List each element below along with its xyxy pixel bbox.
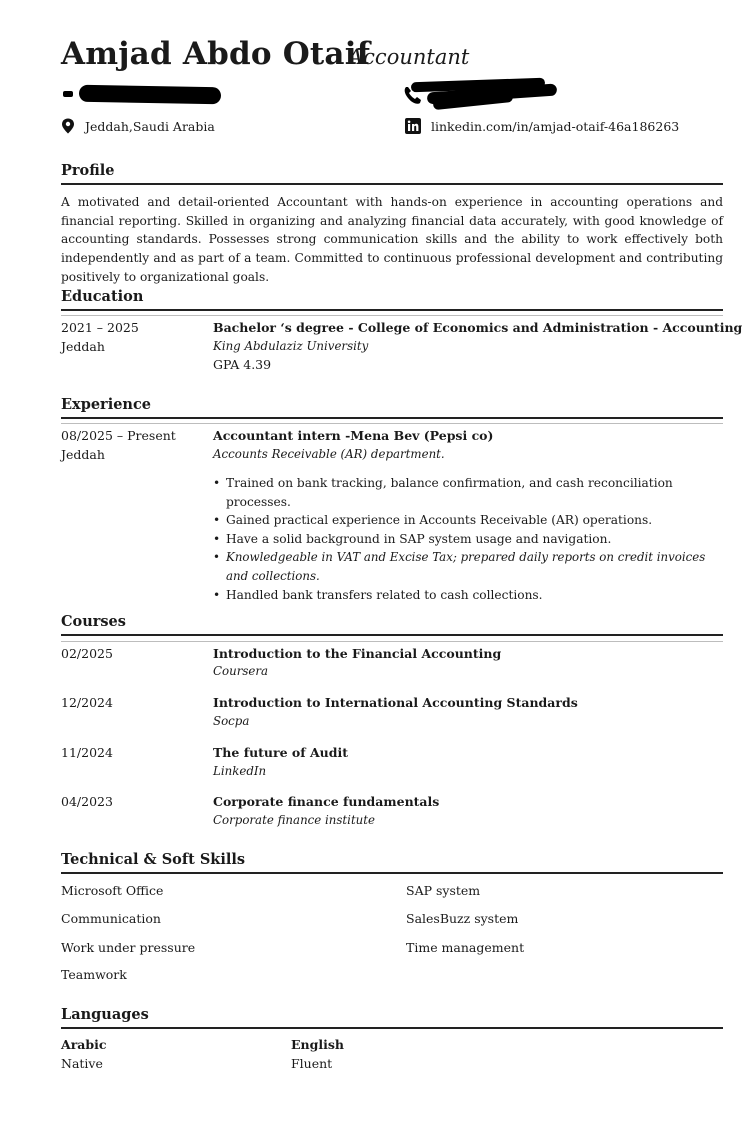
list-item: • Handled bank transfers related to cash collections.	[213, 586, 713, 605]
course-provider: Corporate finance institute	[213, 813, 375, 827]
skill-item: Teamwork	[61, 967, 127, 982]
course-title: Introduction to the Financial Accounting	[213, 646, 502, 661]
list-item: • Have a solid background in SAP system usage and navigation.	[213, 530, 713, 549]
education-divider	[61, 315, 723, 316]
experience-heading: Experience	[61, 396, 723, 419]
course-provider: Coursera	[213, 664, 269, 678]
course-date: 04/2023	[61, 794, 113, 809]
list-item: • Trained on bank tracking, balance confirmation, and cash reconciliation processes.	[213, 474, 713, 511]
education-date: 2021 – 2025	[61, 320, 139, 335]
skill-item: Time management	[406, 940, 525, 955]
candidate-title: Accountant	[348, 45, 470, 69]
language-name: Arabic	[61, 1037, 107, 1052]
courses-heading: Courses	[61, 613, 723, 636]
education-school: King Abdulaziz University	[213, 339, 369, 353]
education-degree: Bachelor ‘s degree - College of Economics and Administration - Accounting	[213, 320, 743, 335]
profile-heading: Profile	[61, 162, 723, 185]
languages-heading: Languages	[61, 1006, 723, 1029]
language-level: Fluent	[291, 1056, 333, 1071]
education-heading: Education	[61, 288, 723, 311]
map-pin-icon	[61, 118, 75, 134]
experience-bullets	[213, 474, 713, 604]
course-provider: Socpa	[213, 714, 250, 728]
course-title: Corporate finance fundamentals	[213, 794, 440, 809]
skill-item: SAP system	[406, 883, 481, 898]
list-item: • Gained practical experience in Accounts Receivable (AR) operations.	[213, 511, 713, 530]
experience-location: Jeddah	[61, 447, 105, 462]
course-date: 11/2024	[61, 745, 113, 760]
education-location: Jeddah	[61, 339, 105, 354]
skills-heading: Technical & Soft Skills	[61, 851, 723, 874]
skill-item: Microsoft Office	[61, 883, 164, 898]
experience-role: Accountant intern -Mena Bev (Pepsi co)	[213, 428, 494, 443]
linkedin-link[interactable]: linkedin.com/in/amjad-otaif-46a186263	[431, 118, 680, 134]
skill-item: Work under pressure	[61, 940, 196, 955]
experience-divider	[61, 423, 723, 424]
experience-department: Accounts Receivable (AR) department.	[213, 447, 445, 461]
course-title: Introduction to International Accounting Standards	[213, 695, 578, 710]
experience-date: 08/2025 – Present	[61, 428, 176, 443]
course-date: 12/2024	[61, 695, 113, 710]
course-provider: LinkedIn	[213, 764, 267, 778]
list-item: • Knowledgeable in VAT and Excise Tax; prepared daily reports on credit invoices and collections.	[213, 548, 713, 585]
linkedin-contact[interactable]	[405, 118, 679, 134]
candidate-name: Amjad Abdo Otaif	[61, 36, 371, 72]
course-title: The future of Audit	[213, 745, 349, 760]
education-gpa: GPA 4.39	[213, 357, 272, 372]
course-date: 02/2025	[61, 646, 113, 661]
location-contact	[61, 118, 215, 134]
language-name: English	[291, 1037, 344, 1052]
language-level: Native	[61, 1056, 103, 1071]
courses-divider	[61, 641, 723, 642]
skill-item: Communication	[61, 911, 161, 926]
profile-text: A motivated and detail-oriented Accountant with hands-on experience in accounting operations and financial reporting. Skilled in organizing and analyzing financial data accurately, with good knowledge of accounting standards. Possesses strong communication skills and the ability to work effectively both independently and as part of a team. Committed to continuous professional development and contributing positively to organizational goals.	[61, 195, 723, 284]
linkedin-icon	[405, 118, 421, 134]
location-text: Jeddah,Saudi Arabia	[85, 118, 215, 134]
skill-item: SalesBuzz system	[406, 911, 519, 926]
